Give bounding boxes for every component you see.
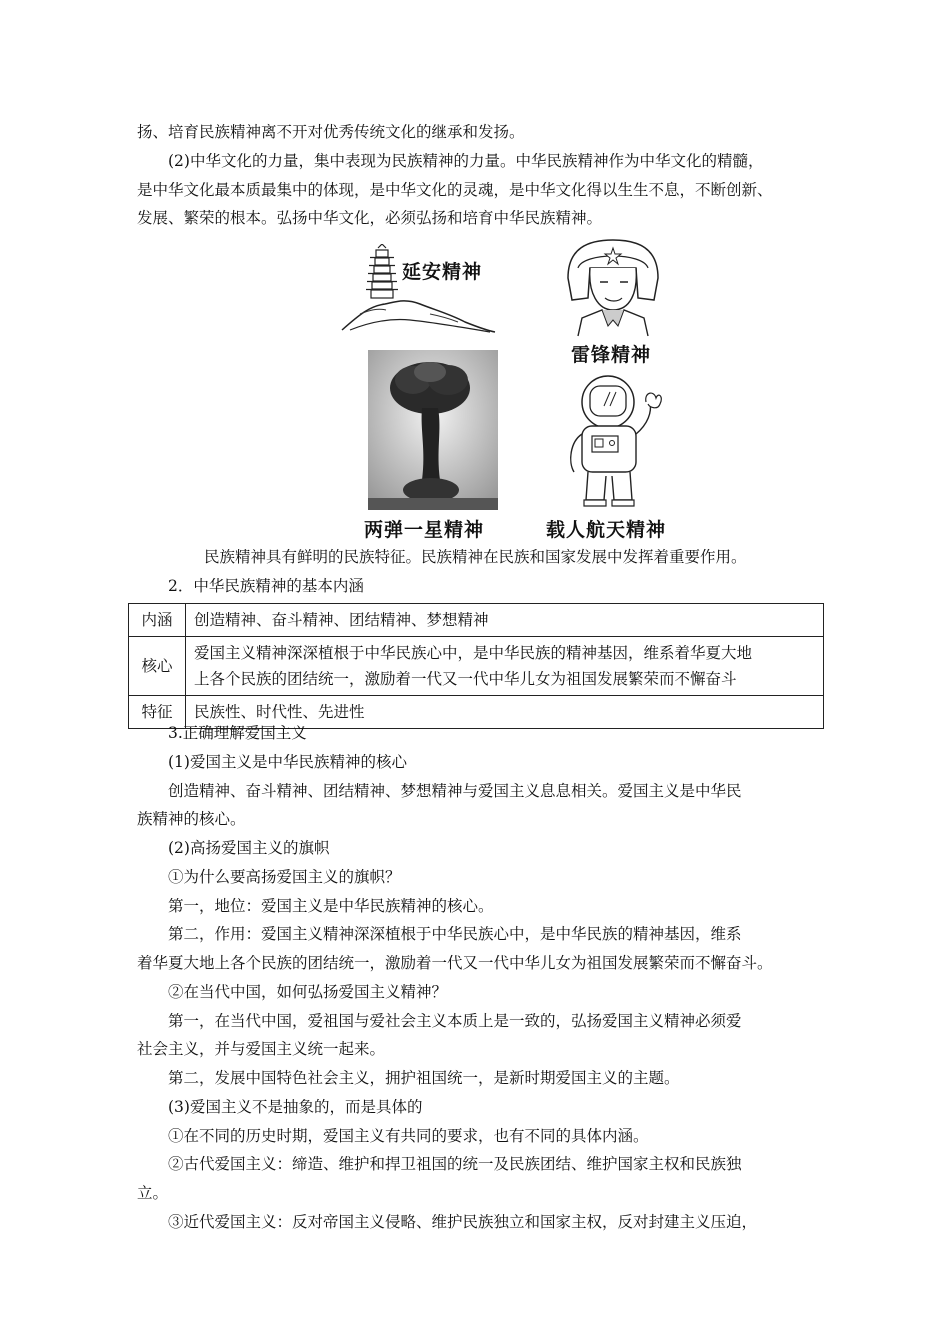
paragraph-line: 第一，在当代中国，爱祖国与爱社会主义本质上是一致的，弘扬爱国主义精神必须爱 xyxy=(168,1012,742,1030)
table-header-cell: 内涵 xyxy=(129,604,186,637)
paragraph-line: 第二，作用：爱国主义精神深深植根于中华民族心中，是中华民族的精神基因，维系 xyxy=(168,925,742,943)
figure-caption: 民族精神具有鲜明的民族特征。民族精神在民族和国家发展中发挥着重要作用。 xyxy=(204,548,747,566)
paragraph-line: 扬、培育民族精神离不开对优秀传统文化的继承和发扬。 xyxy=(137,123,525,141)
question-line: ①为什么要高扬爱国主义的旗帜？ xyxy=(168,868,401,886)
paragraph-line: 发展、繁荣的根本。弘扬中华文化，必须弘扬和培育中华民族精神。 xyxy=(137,209,603,227)
table-header-cell: 核心 xyxy=(129,637,186,696)
national-spirit-table xyxy=(128,603,824,729)
subsection-title: (1)爱国主义是中华民族精神的核心 xyxy=(168,753,407,771)
table-row xyxy=(129,604,824,637)
leifeng-illustration xyxy=(558,238,668,338)
table-header-cell: 特征 xyxy=(129,696,186,729)
liangdan-caption: 两弹一星精神 xyxy=(364,519,485,541)
two-bombs-one-satellite-photo xyxy=(368,350,498,510)
table-cell: 创造精神、奋斗精神、团结精神、梦想精神 xyxy=(186,604,824,637)
subsection-title: (3)爱国主义不是抽象的，而是具体的 xyxy=(168,1098,423,1116)
table-cell: 民族性、时代性、先进性 xyxy=(186,696,824,729)
yanan-caption: 延安精神 xyxy=(402,261,483,283)
paragraph-line: ③近代爱国主义：反对帝国主义侵略、维护民族独立和国家主权，反对封建主义压迫， xyxy=(168,1213,758,1231)
subsection-title: (2)高扬爱国主义的旗帜 xyxy=(168,839,330,857)
paragraph-line: 着华夏大地上各个民族的团结统一，激励着一代又一代中华儿女为祖国发展繁荣而不懈奋斗。 xyxy=(137,954,773,972)
paragraph-line: 第二，发展中国特色社会主义，拥护祖国统一，是新时期爱国主义的主题。 xyxy=(168,1069,680,1087)
paragraph-line: 是中华文化最本质最集中的体现，是中华文化的灵魂，是中华文化得以生生不息，不断创新、 xyxy=(137,181,773,199)
zairen-caption: 载人航天精神 xyxy=(546,519,667,541)
paragraph-line: 族精神的核心。 xyxy=(137,810,246,828)
table-cell-line: 爱国主义精神深深植根于中华民族心中，是中华民族的精神基因，维系着华夏大地 xyxy=(194,644,753,662)
section-heading: 3.正确理解爱国主义 xyxy=(168,724,307,742)
table-row xyxy=(129,637,824,696)
paragraph-line: 第一，地位：爱国主义是中华民族精神的核心。 xyxy=(168,897,494,915)
astronaut-illustration xyxy=(560,372,670,512)
table-cell xyxy=(186,637,824,696)
paragraph-line: ①在不同的历史时期，爱国主义有共同的要求，也有不同的具体内涵。 xyxy=(168,1127,649,1145)
table-cell-line: 上各个民族的团结统一，激励着一代又一代中华儿女为祖国发展繁荣而不懈奋斗 xyxy=(194,670,737,688)
paragraph-line: (2)中华文化的力量，集中表现为民族精神的力量。中华民族精神作为中华文化的精髓， xyxy=(168,152,764,170)
question-line: ②在当代中国，如何弘扬爱国主义精神？ xyxy=(168,983,448,1001)
paragraph-line: 立。 xyxy=(137,1184,169,1202)
section-heading: 2．中华民族精神的基本内涵 xyxy=(168,577,364,595)
paragraph-line: 创造精神、奋斗精神、团结精神、梦想精神与爱国主义息息相关。爱国主义是中华民 xyxy=(168,782,742,800)
leifeng-caption: 雷锋精神 xyxy=(571,344,652,366)
paragraph-line: 社会主义，并与爱国主义统一起来。 xyxy=(137,1040,386,1058)
paragraph-line: ②古代爱国主义：缔造、维护和捍卫祖国的统一及民族团结、维护国家主权和民族独 xyxy=(168,1155,742,1173)
